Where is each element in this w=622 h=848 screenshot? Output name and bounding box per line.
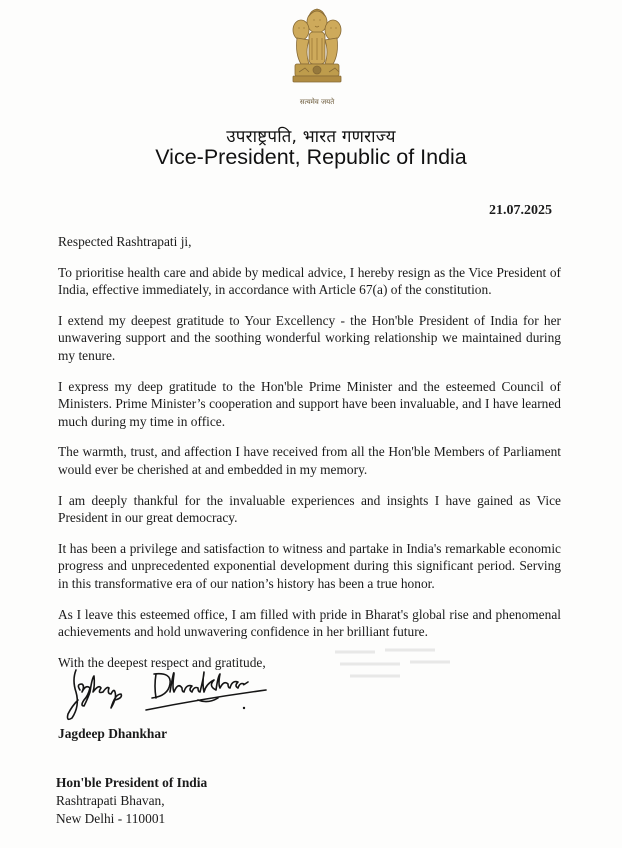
closing: With the deepest respect and gratitude, [58, 654, 266, 670]
lion-capital-icon [285, 2, 349, 98]
paragraph: As I leave this esteemed office, I am filled with pride in Bharat's global rise and phenomenal achievements and hold unwavering confidence in her brilliant future. [58, 606, 561, 640]
addressee-line: New Delhi - 110001 [56, 811, 166, 826]
letter-body [58, 233, 561, 684]
salutation: Respected Rashtrapati ji, [58, 234, 192, 249]
letterhead-title-hindi: उपराष्ट्रपति, भारत गणराज्य [226, 127, 396, 147]
letterhead-title-english: Vice-President, Republic of India [155, 145, 467, 169]
paragraph: It has been a privilege and satisfaction to witness and partake in India's remarkable economic progress and unprecedented exponential development during this significant period. Serving in this transformative era of our nation’s history has been a true honor. [58, 540, 561, 591]
addressee-block [56, 774, 207, 828]
letter-date: 21.07.2025 [489, 203, 552, 218]
signatory-name: Jagdeep Dhankhar [58, 726, 168, 741]
paragraph: I extend my deepest gratitude to Your Excellency - the Hon'ble President of India for her unwavering support and the soothing wonderful working relationship we maintained during my tenure. [58, 312, 561, 363]
addressee-title: Hon'ble President of India [56, 775, 208, 790]
emblem-motto: सत्यमेव जयते [299, 98, 335, 106]
national-emblem [285, 2, 349, 110]
addressee-line: Rashtrapati Bhavan, [56, 793, 165, 808]
paragraph: The warmth, trust, and affection I have received from all the Hon'ble Members of Parliament would ever be cherished at and embedded in my memory. [58, 444, 561, 477]
bleed-through-marks [330, 642, 470, 682]
paragraph: I am deeply thankful for the invaluable experiences and insights I have gained as Vice President in our great democracy. [58, 492, 561, 526]
handwritten-signature [58, 662, 278, 724]
paragraph: To prioritise health care and abide by medical advice, I hereby resign as the Vice President of India, effective immediately, in accordance with Article 67(a) of the constitution. [58, 264, 561, 298]
paragraph: I express my deep gratitude to the Hon'ble Prime Minister and the esteemed Council of Ministers. Prime Minister’s cooperation and support have been invaluable, and I have learned much during my time in office. [58, 378, 561, 429]
